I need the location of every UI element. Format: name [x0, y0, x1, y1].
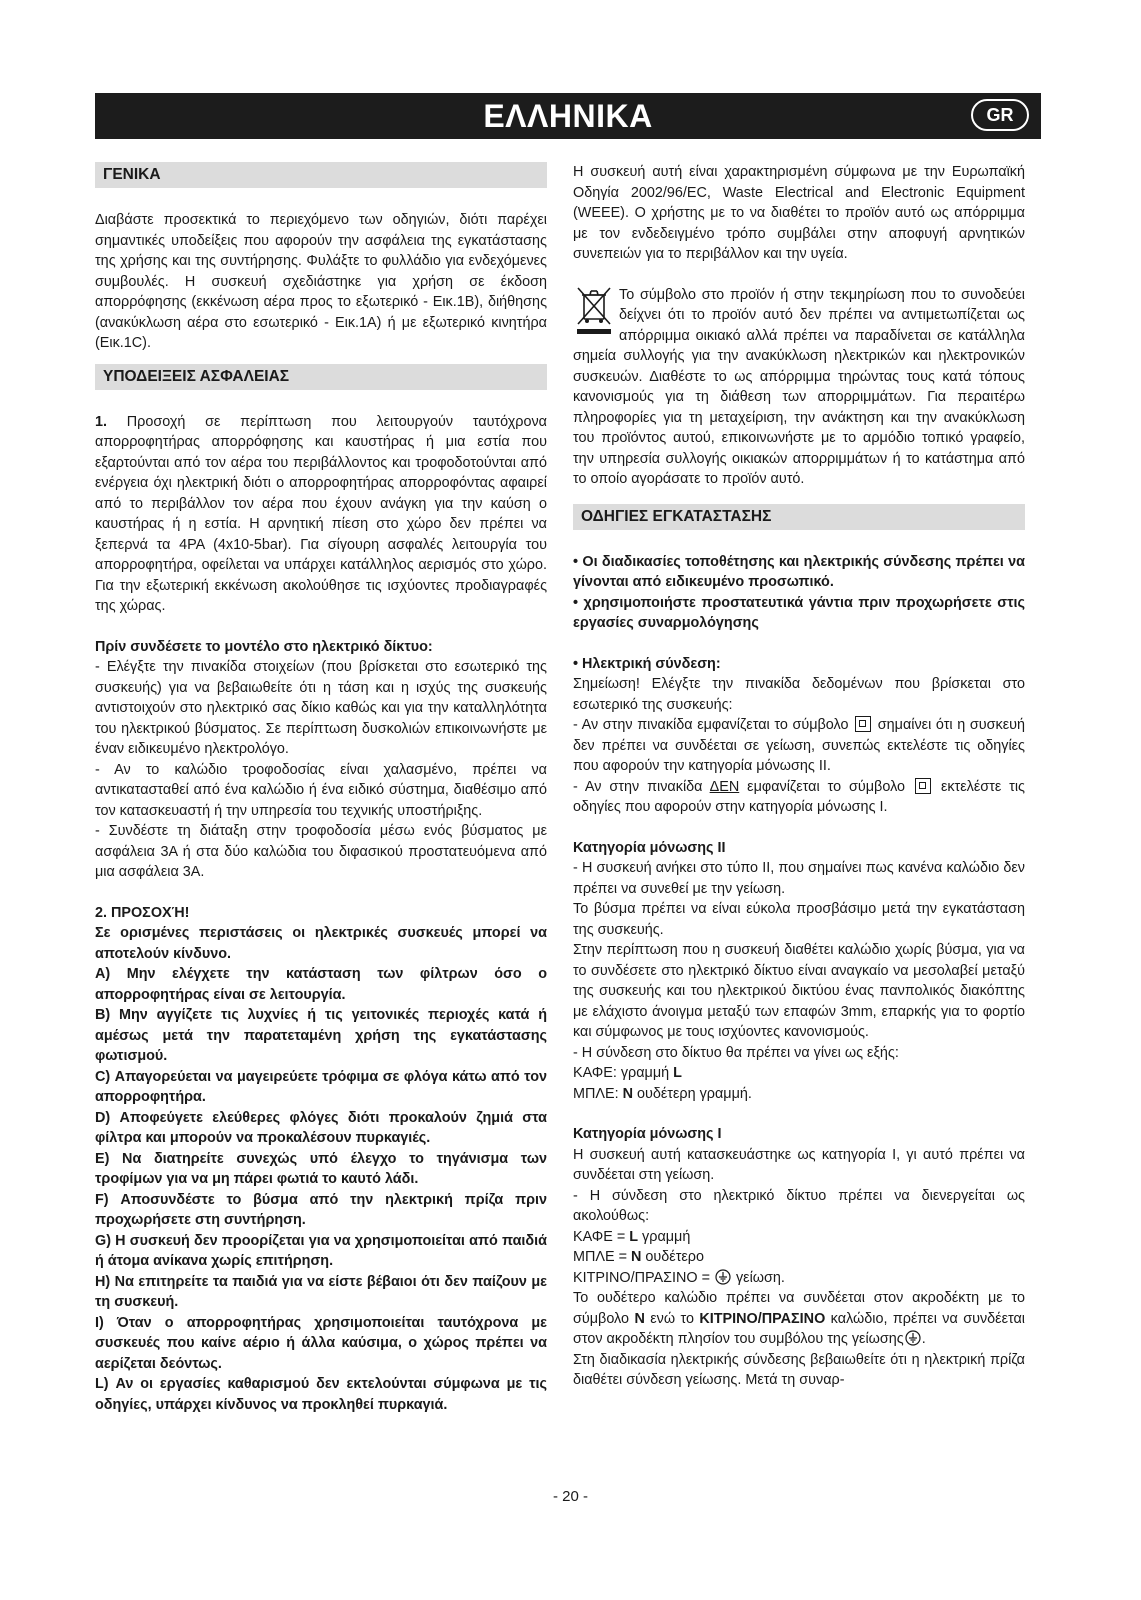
class-2-brown-wire	[573, 1063, 1025, 1084]
general-section-title: ΓΕΝΙΚΑ	[95, 162, 547, 188]
wire-code: L	[673, 1065, 682, 1081]
weee-symbol-text: Το σύμβολο στο προϊόν ή στην τεκμηρίωση που το συνοδεύει δείχνει ότι το προϊόν αυτό δεν πρέπει να αντιμετωπίζεται ως απόρριμμα οικιακό αλλά πρέπει να παραδίνεται σε κατάλληλα σημεία συλλογής για την ανακύκλωση ηλεκτρικών και ηλεκτρονικών συσκευών. Διαθέστε το ως απόρριμμα τηρώντας τους κατά τόπους κανονισμούς για τη διάθεση των απορριμμάτων. Για περαιτέρω πληροφορίες για τη μεταχείριση, την ανάκτηση και την ανακύκλωση του προϊόντος αυτού, επικοινωνήστε με το αρμόδιο τοπικό γραφείο, την υπηρεσία συλλογής οικιακών απορριμμάτων ή το κατάστημα από το οποίο αγοράσατε το προϊόν αυτό.	[573, 286, 1025, 487]
class-1-paragraph: Η συσκευή αυτή κατασκευάστηκε ως κατηγορία I, γι αυτό πρέπει να συνδέεται στη γείωση.	[573, 1146, 1025, 1183]
text-part: Το ουδέτερο καλώδιο πρέπει να συνδέεται στον ακροδέκτη με το σύμβολο	[573, 1290, 1025, 1327]
safety-section-title: ΥΠΟΔΕΙΞΕΙΣ ΑΣΦΑΛΕΙΑΣ	[95, 364, 547, 390]
wire-code: N	[634, 1310, 645, 1327]
wire-label: ΜΠΛΕ =	[573, 1249, 631, 1265]
wire-code: N	[622, 1085, 633, 1102]
header-bar	[95, 93, 1041, 139]
class-1-green-wire	[573, 1268, 1025, 1289]
class-1-title: Κατηγορία μόνωσης I	[573, 1126, 722, 1142]
general-text: Διαβάστε προσεκτικά το περιεχόμενο των οδηγιών, διότι παρέχει σημαντικές υποδείξεις που αφορούν την ασφάλεια της εγκατάστασης της χρήσης και της συντήρησης. Φυλάξτε το φυλλάδιο για ενδεχόμενες συμβουλές. Η συσκευή σχεδιάστηκε για χρήση σε έκδοση απορρόφησης (εκκένωση αέρα προς το εξωτερικό - Εικ.1B), διήθησης (ανακύκλωση αέρα στο εσωτερικό - Εικ.1A) ή με εξωτερικό κινητήρα (Εικ.1C).	[95, 212, 547, 351]
install-bullet-2: • χρησιμοποιήστε προστατευτικά γάντια πριν προχωρήσετε στις εργασίες συναρμολόγησης	[573, 594, 1025, 631]
wire-label: ΚΙΤΡΙΝΟ/ΠΡΑΣΙΝΟ =	[573, 1269, 714, 1286]
class-1-paragraph: - Η σύνδεση στο ηλεκτρικό δίκτυο πρέπει να διενεργείται ως ακολούθως:	[573, 1187, 1025, 1224]
wire-label: ΚΑΦΕ =	[573, 1228, 630, 1245]
safety-item-1-number: 1.	[95, 413, 108, 430]
wire-label: ΚΑΦΕ: γραμμή	[573, 1065, 674, 1081]
electric-condition-2-not: ΔΕΝ	[709, 778, 740, 795]
install-bullet-1: • Οι διαδικασίες τοποθέτησης και ηλεκτρικής σύνδεσης πρέπει να γίνονται από ειδικευμένο προσωπικό.	[573, 553, 1025, 590]
attention-item: B) Μην αγγίζετε τις λυχνίες ή τις γειτονικές περιοχές κατά ή αμέσως μετά την παρατεταμένη χρήση της εγκατάστασης φωτισμού.	[95, 1007, 547, 1064]
install-section-title: ΟΔΗΓΙΕΣ ΕΓΚΑΤΑΣΤΑΣΗΣ	[573, 504, 1025, 530]
electric-condition-1-end: σημαίνει ότι η συσκευή δεν πρέπει να συνδέεται σε γείωση, συνεπώς εκτελέστε τις οδηγίες που αφορούν την κατηγορία μόνωσης II.	[573, 717, 1025, 774]
attention-item: L) Αν οι εργασίες καθαρισμού δεν εκτελούνται σύμφωνα με τις οδηγίες, υπάρχει κίνδυνος να προκληθεί πυρκαγιά.	[95, 1376, 547, 1413]
wire-description: ουδέτερο	[641, 1249, 704, 1265]
before-connect-title: Πρίν συνδέσετε το μοντέλο στο ηλεκτρικό δίκτυο:	[95, 638, 433, 655]
safety-item-1-text: Προσοχή σε περίπτωση που λειτουργούν ταυτόχρονα απορροφητήρας απορρόφησης και καυστήρας ή μια εστία που εξαρτούνται από τον αέρα του περιβάλλοντος και τροφοδοτούνται από ενέργεια όχι ηλεκτρική διότι ο απορροφητήρας απορροφόντας αφαιρεί από το περιβάλλον τον αέρα που έχουν ανάγκη για την καύση ο καυστήρας ή η εστία. Η αρνητική πίεση στο χώρο δεν πρέπει να ξεπερνά τα 4PA (4x10-5bar). Για σίγουρη ασφαλές λειτουργία του απορροφητήρα, οφείλεται να υπάρχει κατάλληλος αερισμός στο χώρο. Για την εξωτερική εκκένωση ακολούθησε τις ισχύοντες προδιαγραφές της χώρας.	[95, 413, 547, 614]
class-2-paragraph: - Η συσκευή ανήκει στο τύπο II, που σημαίνει πως κανένα καλώδιο δεν πρέπει να συνεθεί με την γείωση.	[573, 860, 1025, 897]
page-title: ΕΛΛΗΝΙΚΑ	[483, 97, 653, 134]
attention-item: F) Αποσυνδέστε το βύσμα από την ηλεκτρική πρίζα πριν προχωρήσετε στη συντήρηση.	[95, 1191, 547, 1228]
attention-item: I) Όταν ο απορροφητήρας χρησιμοποιείται ταυτόχρονα με συσκευές που καίνε αέριο ή άλλα καύσιμα, ο χώρος πρέπει να αερίζεται δεόντως.	[95, 1314, 547, 1372]
before-connect-item-3: - Συνδέστε τη διάταξη στην τροφοδοσία μέσω ενός βύσματος με ασφάλεια 3A ή στα δύο καλώδια του διφασικού προστατευόμενα από μια ασφάλεια 3A.	[95, 823, 547, 880]
wire-code: N	[631, 1249, 642, 1265]
attention-item: A) Μην ελέγχετε την κατάσταση των φίλτρων όσο ο απορροφητήρας είναι σε λειτουργία.	[95, 966, 547, 1003]
text-part: καλώδιο, πρέπει να συνδέεται στον ακροδέκτη πλησίον του συμβόλου της γείωσης	[573, 1310, 1026, 1347]
class-2-paragraph: - Η σύνδεση στο δίκτυο θα πρέπει να γίνει ως εξής:	[573, 1044, 899, 1061]
attention-item: D) Αποφεύγετε ελεύθερες φλόγες διότι προκαλούν ζημιά στα φίλτρα και μπορούν να προκαλέσουν πυρκαγιές.	[95, 1109, 547, 1146]
weee-block	[573, 285, 1025, 490]
electric-condition-2-start: - Αν στην πινακίδα	[573, 778, 710, 795]
attention-item: Σε ορισμένες περιστάσεις οι ηλεκτρικές συσκευές μπορεί να αποτελούν κίνδυνο.	[95, 925, 547, 962]
wire-description: ουδέτερη γραμμή.	[633, 1085, 752, 1102]
wire-label: ΜΠΛΕ:	[573, 1085, 623, 1102]
attention-item: G) Η συσκευή δεν προορίζεται για να χρησιμοποιείται από παιδιά ή άτομα ανίκανα χωρίς επιτήρηση.	[95, 1232, 547, 1269]
page-number: - 20 -	[552, 1488, 588, 1505]
attention-item: C) Απαγορεύεται να μαγειρεύετε τρόφιμα σε φλόγα κάτω από τον απορροφητήρα.	[95, 1068, 547, 1105]
safety-item-1	[95, 412, 547, 617]
text-part: .	[921, 1331, 926, 1347]
class-2-paragraph: Στην περίπτωση που η συσκευή διαθέτει καλώδιο χωρίς βύσμα, για να το συνδέσετε στο ηλεκτρικό δίκτυο είναι αναγκαίο να μεσολαβεί μεταξύ της συσκευής και του ηλεκτρικού δικτύου ένας πανπολικός διακόπτης με ελάχιστο άνοιγμα μεταξύ των επαφών 3mm, επαρκής για το φορτίο και σύμφωνος με τους ισχύοντες κανονισμούς.	[573, 942, 1025, 1040]
electric-condition-2	[573, 777, 1025, 818]
double-insulation-icon	[915, 778, 931, 794]
electric-note: Σημείωση! Ελέγξτε την πινακίδα δεδομένων που βρίσκεται στο εσωτερικό της συσκευής:	[573, 676, 1025, 713]
wire-description: γραμμή	[638, 1228, 691, 1245]
electric-condition-2-mid: εμφανίζεται το σύμβολο	[739, 778, 906, 795]
wire-code: L	[629, 1228, 639, 1245]
left-column	[95, 162, 547, 1415]
class-1-paragraph: Στη διαδικασία ηλεκτρικής σύνδεσης βεβαιωθείτε ότι η ηλεκτρική πρίζα διαθέτει σύνδεση γείωσης. Μετά τη συναρ-	[573, 1351, 1025, 1388]
electric-condition-2-end: εκτελέστε τις οδηγίες που αφορούν στην κατηγορία μόνωσης I.	[573, 778, 1025, 815]
electric-condition-1-start: - Αν στην πινακίδα εμφανίζεται το σύμβολο	[573, 717, 849, 733]
attention-title: 2. ΠΡΟΣΟΧΉ!	[95, 904, 190, 921]
right-column	[573, 162, 1025, 1391]
wire-description: γείωση.	[731, 1269, 785, 1286]
class-2-title: Κατηγορία μόνωσης II	[573, 839, 726, 856]
class-1-neutral-ground-text	[573, 1288, 1025, 1350]
language-badge: GR	[971, 99, 1029, 131]
double-insulation-icon	[855, 716, 871, 732]
ground-icon	[715, 1269, 731, 1285]
class-1-brown-wire	[573, 1227, 1025, 1248]
before-connect-item-2: - Αν το καλώδιο τροφοδοσίας είναι χαλασμένο, πρέπει να αντικατασταθεί από ένα καλώδιο ή ένα ειδικό σύστημα, διαθέσιμο από τον κατασκευαστή ή την υπηρεσία του τεχνικής υποστήριξης.	[95, 761, 547, 819]
electric-connection-title: • Ηλεκτρική σύνδεση:	[573, 655, 721, 672]
before-connect-item-1: - Ελέγξτε την πινακίδα στοιχείων (που βρίσκεται στο εσωτερικό της συσκευής) για να βεβαιωθείτε ότι η τάση και η ισχύς της συσκευής αντιστοιχούν στο ηλεκτρικό σας δίκιο καθώς και για την καταλληλότητα του ηλεκτρικού βύσματος. Σε περίπτωση δυσκολιών επικοινωνήστε με έναν ειδικευμένο ηλεκτρολόγο.	[95, 659, 547, 757]
wire-code: ΚΙΤΡΙΝΟ/ΠΡΑΣΙΝΟ	[699, 1310, 826, 1327]
electric-condition-1	[573, 715, 1025, 777]
weee-bin-icon	[573, 285, 615, 335]
ground-icon	[905, 1330, 921, 1346]
class-1-blue-wire	[573, 1247, 1025, 1268]
class-2-paragraph: Το βύσμα πρέπει να είναι εύκολα προσβάσιμο μετά την εγκατάσταση της συσκευής.	[573, 901, 1025, 938]
text-part: ενώ το	[644, 1310, 700, 1327]
attention-item: E) Να διατηρείτε συνεχώς υπό έλεγχο το τηγάνισμα των τροφίμων για να μη πάρει φωτιά το καυτό λάδι.	[95, 1150, 547, 1187]
weee-intro: Η συσκευή αυτή είναι χαρακτηρισμένη σύμφωνα με την Ευρωπαϊκή Οδηγία 2002/96/EC, Waste Electrical and Electronic Equipment (WEEE). Ο χρήστης με το να διαθέτει το προϊόν αυτό ως απόρριμμα με τον ενδεδειγμένο τρόπο συμβάλει στην αποφυγή αρνητικών συνεπειών για το περιβάλλον και την υγεία.	[573, 164, 1025, 262]
class-2-blue-wire	[573, 1084, 1025, 1105]
attention-item: H) Να επιτηρείτε τα παιδιά για να είστε βέβαιοι ότι δεν παίζουν με τη συσκευή.	[95, 1273, 547, 1310]
